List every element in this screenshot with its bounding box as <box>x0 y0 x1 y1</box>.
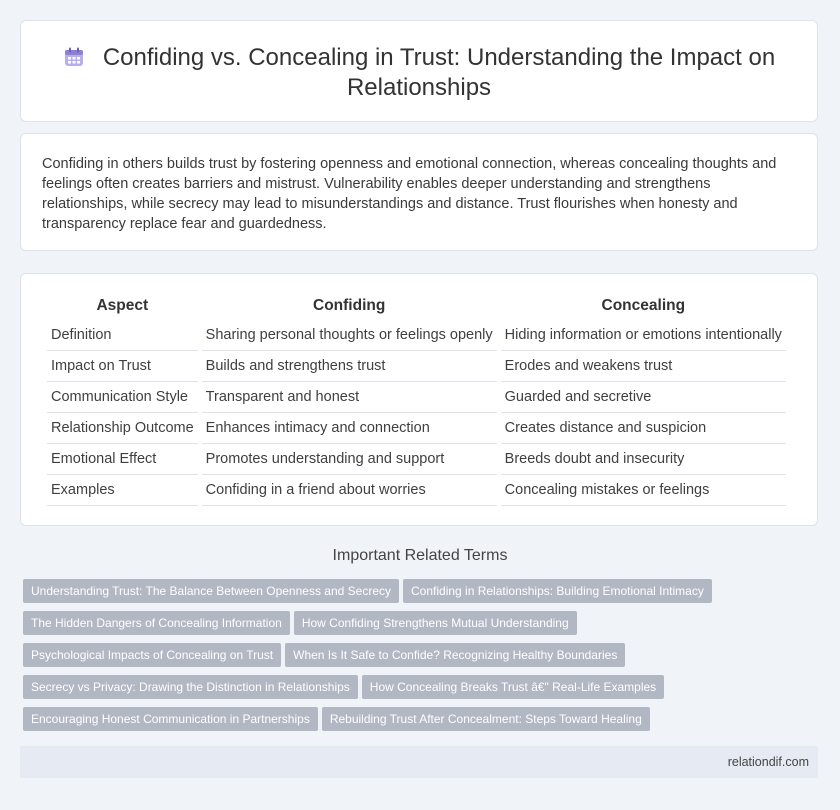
table-cell-aspect: Examples <box>47 475 198 506</box>
table-cell-confiding: Sharing personal thoughts or feelings openly <box>202 320 497 351</box>
related-term-link[interactable]: Encouraging Honest Communication in Partnerships <box>23 707 318 731</box>
related-terms-title: Important Related Terms <box>332 547 508 564</box>
table-cell-aspect: Definition <box>47 320 198 351</box>
table-cell-confiding: Builds and strengthens trust <box>202 351 497 382</box>
table-cell-concealing: Hiding information or emotions intentionally <box>501 320 786 351</box>
table-row <box>47 382 786 413</box>
table-cell-aspect: Emotional Effect <box>47 444 198 475</box>
column-header-aspect: Aspect <box>96 297 149 314</box>
table-row <box>47 444 786 475</box>
table-cell-confiding: Enhances intimacy and connection <box>202 413 497 444</box>
table-row <box>47 351 786 382</box>
intro-card <box>20 133 818 251</box>
related-term-link[interactable]: Confiding in Relationships: Building Emotional Intimacy <box>403 579 712 603</box>
table-cell-concealing: Concealing mistakes or feelings <box>501 475 786 506</box>
page-title: Confiding vs. Concealing in Trust: Understanding the Impact on Relationships <box>102 44 776 101</box>
intro-paragraph: Confiding in others builds trust by fostering openness and emotional connection, whereas concealing thoughts and feelings often creates barriers and mistrust. Vulnerability enables deeper understanding and strengthens relationships, while secrecy may lead to misunderstandings and distance. Trust flourishes when honesty and transparency replace fear and guardedness. <box>42 156 777 232</box>
table-header-row <box>47 292 786 320</box>
related-term-link[interactable]: Secrecy vs Privacy: Drawing the Distinction in Relationships <box>23 675 358 699</box>
table-row <box>47 320 786 351</box>
table-cell-confiding: Promotes understanding and support <box>202 444 497 475</box>
comparison-table <box>43 292 790 506</box>
page-title-wrap <box>61 43 777 103</box>
table-row <box>47 413 786 444</box>
table-cell-aspect: Impact on Trust <box>47 351 198 382</box>
related-term-link[interactable]: How Concealing Breaks Trust â€" Real-Life Examples <box>362 675 664 699</box>
tag-row <box>23 579 813 611</box>
tag-row <box>23 675 813 707</box>
comparison-table-card <box>20 273 818 526</box>
table-cell-concealing: Creates distance and suspicion <box>501 413 786 444</box>
related-term-link[interactable]: How Confiding Strengthens Mutual Understanding <box>294 611 577 635</box>
tag-row <box>23 707 813 739</box>
header-card <box>20 20 818 122</box>
related-term-link[interactable]: When Is It Safe to Confide? Recognizing Healthy Boundaries <box>285 643 625 667</box>
table-cell-aspect: Relationship Outcome <box>47 413 198 444</box>
table-cell-aspect: Communication Style <box>47 382 198 413</box>
table-cell-concealing: Erodes and weakens trust <box>501 351 786 382</box>
column-header-confiding: Confiding <box>313 297 386 314</box>
calendar-icon <box>63 46 85 68</box>
tag-row <box>23 643 813 675</box>
table-cell-confiding: Transparent and honest <box>202 382 497 413</box>
footer <box>20 746 818 778</box>
table-cell-concealing: Breeds doubt and insecurity <box>501 444 786 475</box>
related-terms-list <box>23 579 813 739</box>
column-header-concealing: Concealing <box>601 297 686 314</box>
related-term-link[interactable]: Rebuilding Trust After Concealment: Steps Toward Healing <box>322 707 650 731</box>
related-term-link[interactable]: Understanding Trust: The Balance Between Openness and Secrecy <box>23 579 399 603</box>
related-term-link[interactable]: Psychological Impacts of Concealing on Trust <box>23 643 281 667</box>
table-cell-concealing: Guarded and secretive <box>501 382 786 413</box>
related-term-link[interactable]: The Hidden Dangers of Concealing Information <box>23 611 290 635</box>
table-cell-confiding: Confiding in a friend about worries <box>202 475 497 506</box>
footer-site-link[interactable]: relationdif.com <box>727 755 809 769</box>
table-row <box>47 475 786 506</box>
tag-row <box>23 611 813 643</box>
